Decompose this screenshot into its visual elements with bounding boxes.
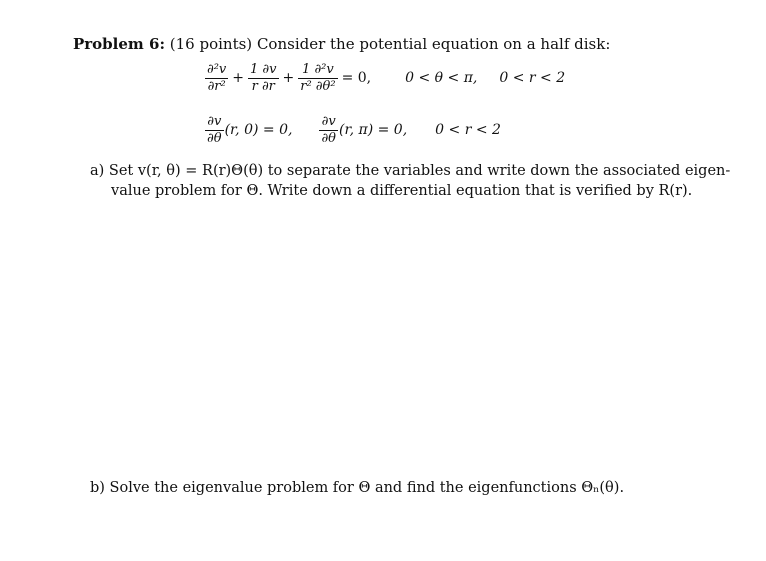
bc1-derivative: $\frac{\partial v}{\partial\theta}$ — [207, 113, 222, 146]
part-b-line-1: b) Solve the eigenvalue problem for Θ and find the eigenfunctions Θₙ(θ). — [90, 480, 625, 496]
pde-plus-1: + — [232, 70, 245, 86]
pde-term-3: $\frac{\text{1 ∂²v}}{\text{r² ∂θ²}}$ — [300, 61, 336, 94]
bc2-rest: (r, π) = 0, — [339, 122, 408, 138]
problem-label: Problem 6: — [73, 35, 165, 53]
pde-rhs: = 0, — [341, 70, 372, 86]
part-a-line-1: a) Set v(r, θ) = R(r)Θ(θ) to separate the variables and write down the associated eigen- — [90, 163, 731, 179]
part-a-line-2: value problem for Θ. Write down a differential equation that is verified by R(r). — [111, 183, 693, 199]
problem-points: (16 points) — [169, 35, 253, 53]
pde-domain-r: 0 < r < 2 — [499, 70, 566, 86]
pde-domain-theta: 0 < θ < π, — [405, 70, 478, 86]
pde-equation — [204, 60, 565, 96]
boundary-conditions — [204, 112, 501, 148]
problem-statement: Consider the potential equation on a half disk: — [256, 35, 611, 53]
problem-heading — [73, 35, 610, 53]
pde-term-2: $\frac{1 \partial v}{r \partial r}$ — [250, 61, 277, 94]
pde-term-1: $\frac{\text{∂²v}}{\text{∂r²}}$ — [207, 61, 227, 94]
pde-plus-2: + — [282, 70, 295, 86]
bc1-rest: (r, 0) = 0, — [224, 122, 293, 138]
bc2-derivative: $\frac{\partial v}{\partial\theta}$ — [321, 113, 336, 146]
bc-domain: 0 < r < 2 — [435, 122, 501, 138]
